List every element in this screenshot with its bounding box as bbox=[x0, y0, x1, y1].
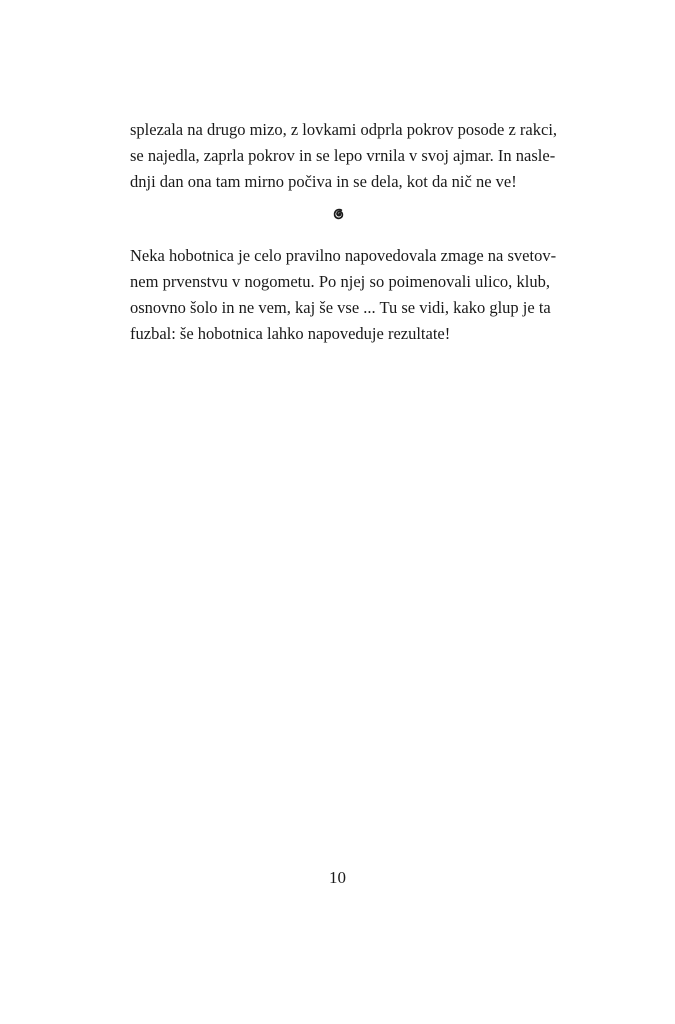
paragraph-line: Neka hobotnica je celo pravilno napovedovala zmage na svetov- bbox=[130, 246, 557, 265]
paragraph-2 bbox=[130, 243, 557, 347]
paragraph-line: nem prvenstvu v nogometu. Po njej so poimenovali ulico, klub, bbox=[130, 272, 550, 291]
paragraph-line: fuzbal: še hobotnica lahko napoveduje rezultate! bbox=[130, 324, 451, 343]
paragraph-line: dnji dan ona tam mirno počiva in se dela, kot da nič ne ve! bbox=[130, 172, 517, 191]
paragraph-line: splezala na drugo mizo, z lovkami odprla pokrov posode z rakci, bbox=[130, 120, 558, 139]
paragraph-1 bbox=[130, 117, 558, 195]
page-number: 10 bbox=[329, 868, 346, 887]
paragraph-line: se najedla, zaprla pokrov in se lepo vrnila v svoj ajmar. In nasle- bbox=[130, 146, 556, 165]
spiral-ornament-icon bbox=[330, 205, 348, 223]
paragraph-line: osnovno šolo in ne vem, kaj še vse ... Tu se vidi, kako glup je ta bbox=[130, 298, 551, 317]
